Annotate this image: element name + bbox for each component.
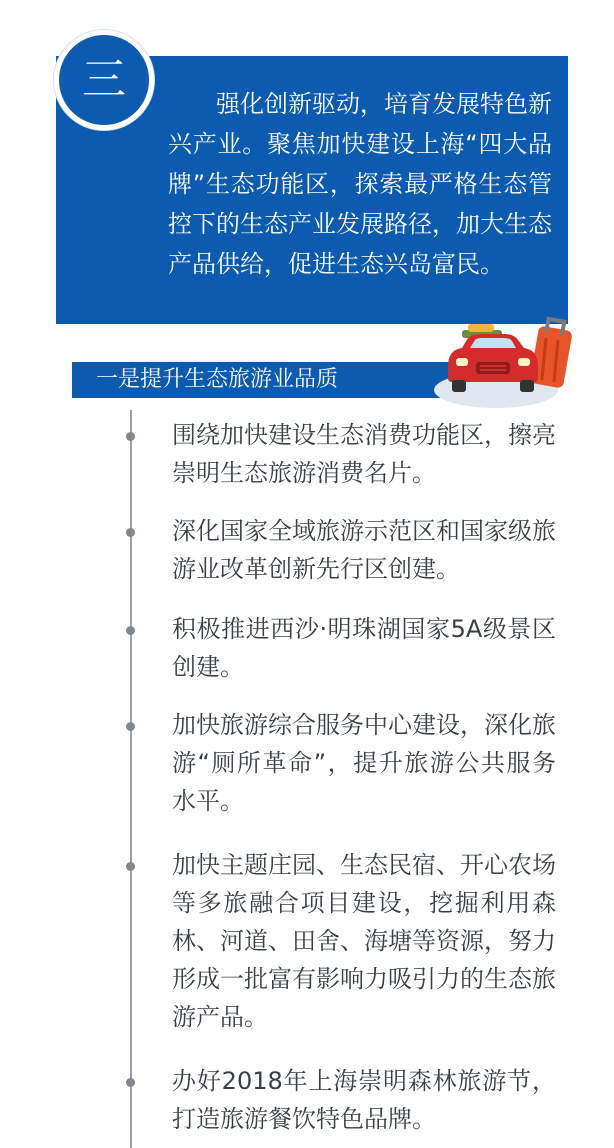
bullet-dot-icon	[126, 528, 135, 537]
bullet-dot-icon	[126, 626, 135, 635]
bullet-dot-icon	[126, 862, 135, 871]
banner-text: 强化创新驱动，培育发展特色新兴产业。聚焦加快建设上海“四大品牌”生态功能区，探索最严格生态管控下的生态产业发展路径，加大生态产品供给，促进生态兴岛富民。	[168, 90, 552, 278]
list-item-text: 积极推进西沙·明珠湖国家5A级景区创建。	[172, 615, 556, 681]
subsection-title: 一是提升生态旅游业品质	[72, 362, 464, 398]
timeline-line	[130, 410, 132, 1148]
list-item-text: 办好2018年上海崇明森林旅游节，打造旅游餐饮特色品牌。	[172, 1067, 556, 1133]
bullet-dot-icon	[126, 722, 135, 731]
list-item-text: 深化国家全域旅游示范区和国家级旅游业改革创新先行区创建。	[172, 517, 556, 583]
bullet-dot-icon	[126, 1078, 135, 1087]
section-numeral-badge: 三	[54, 30, 154, 130]
list-item-text: 加快旅游综合服务中心建设，深化旅游“厕所革命”，提升旅游公共服务水平。	[172, 711, 556, 815]
bullet-dot-icon	[126, 432, 135, 441]
list-item-text: 围绕加快建设生态消费功能区，擦亮崇明生态旅游消费名片。	[172, 421, 556, 487]
car-with-luggage-icon	[434, 300, 584, 410]
list-item-text: 加快主题庄园、生态民宿、开心农场等多旅融合项目建设，挖掘利用森林、河道、田舍、海塘等资源，努力形成一批富有影响力吸引力的生态旅游产品。	[172, 851, 556, 1031]
